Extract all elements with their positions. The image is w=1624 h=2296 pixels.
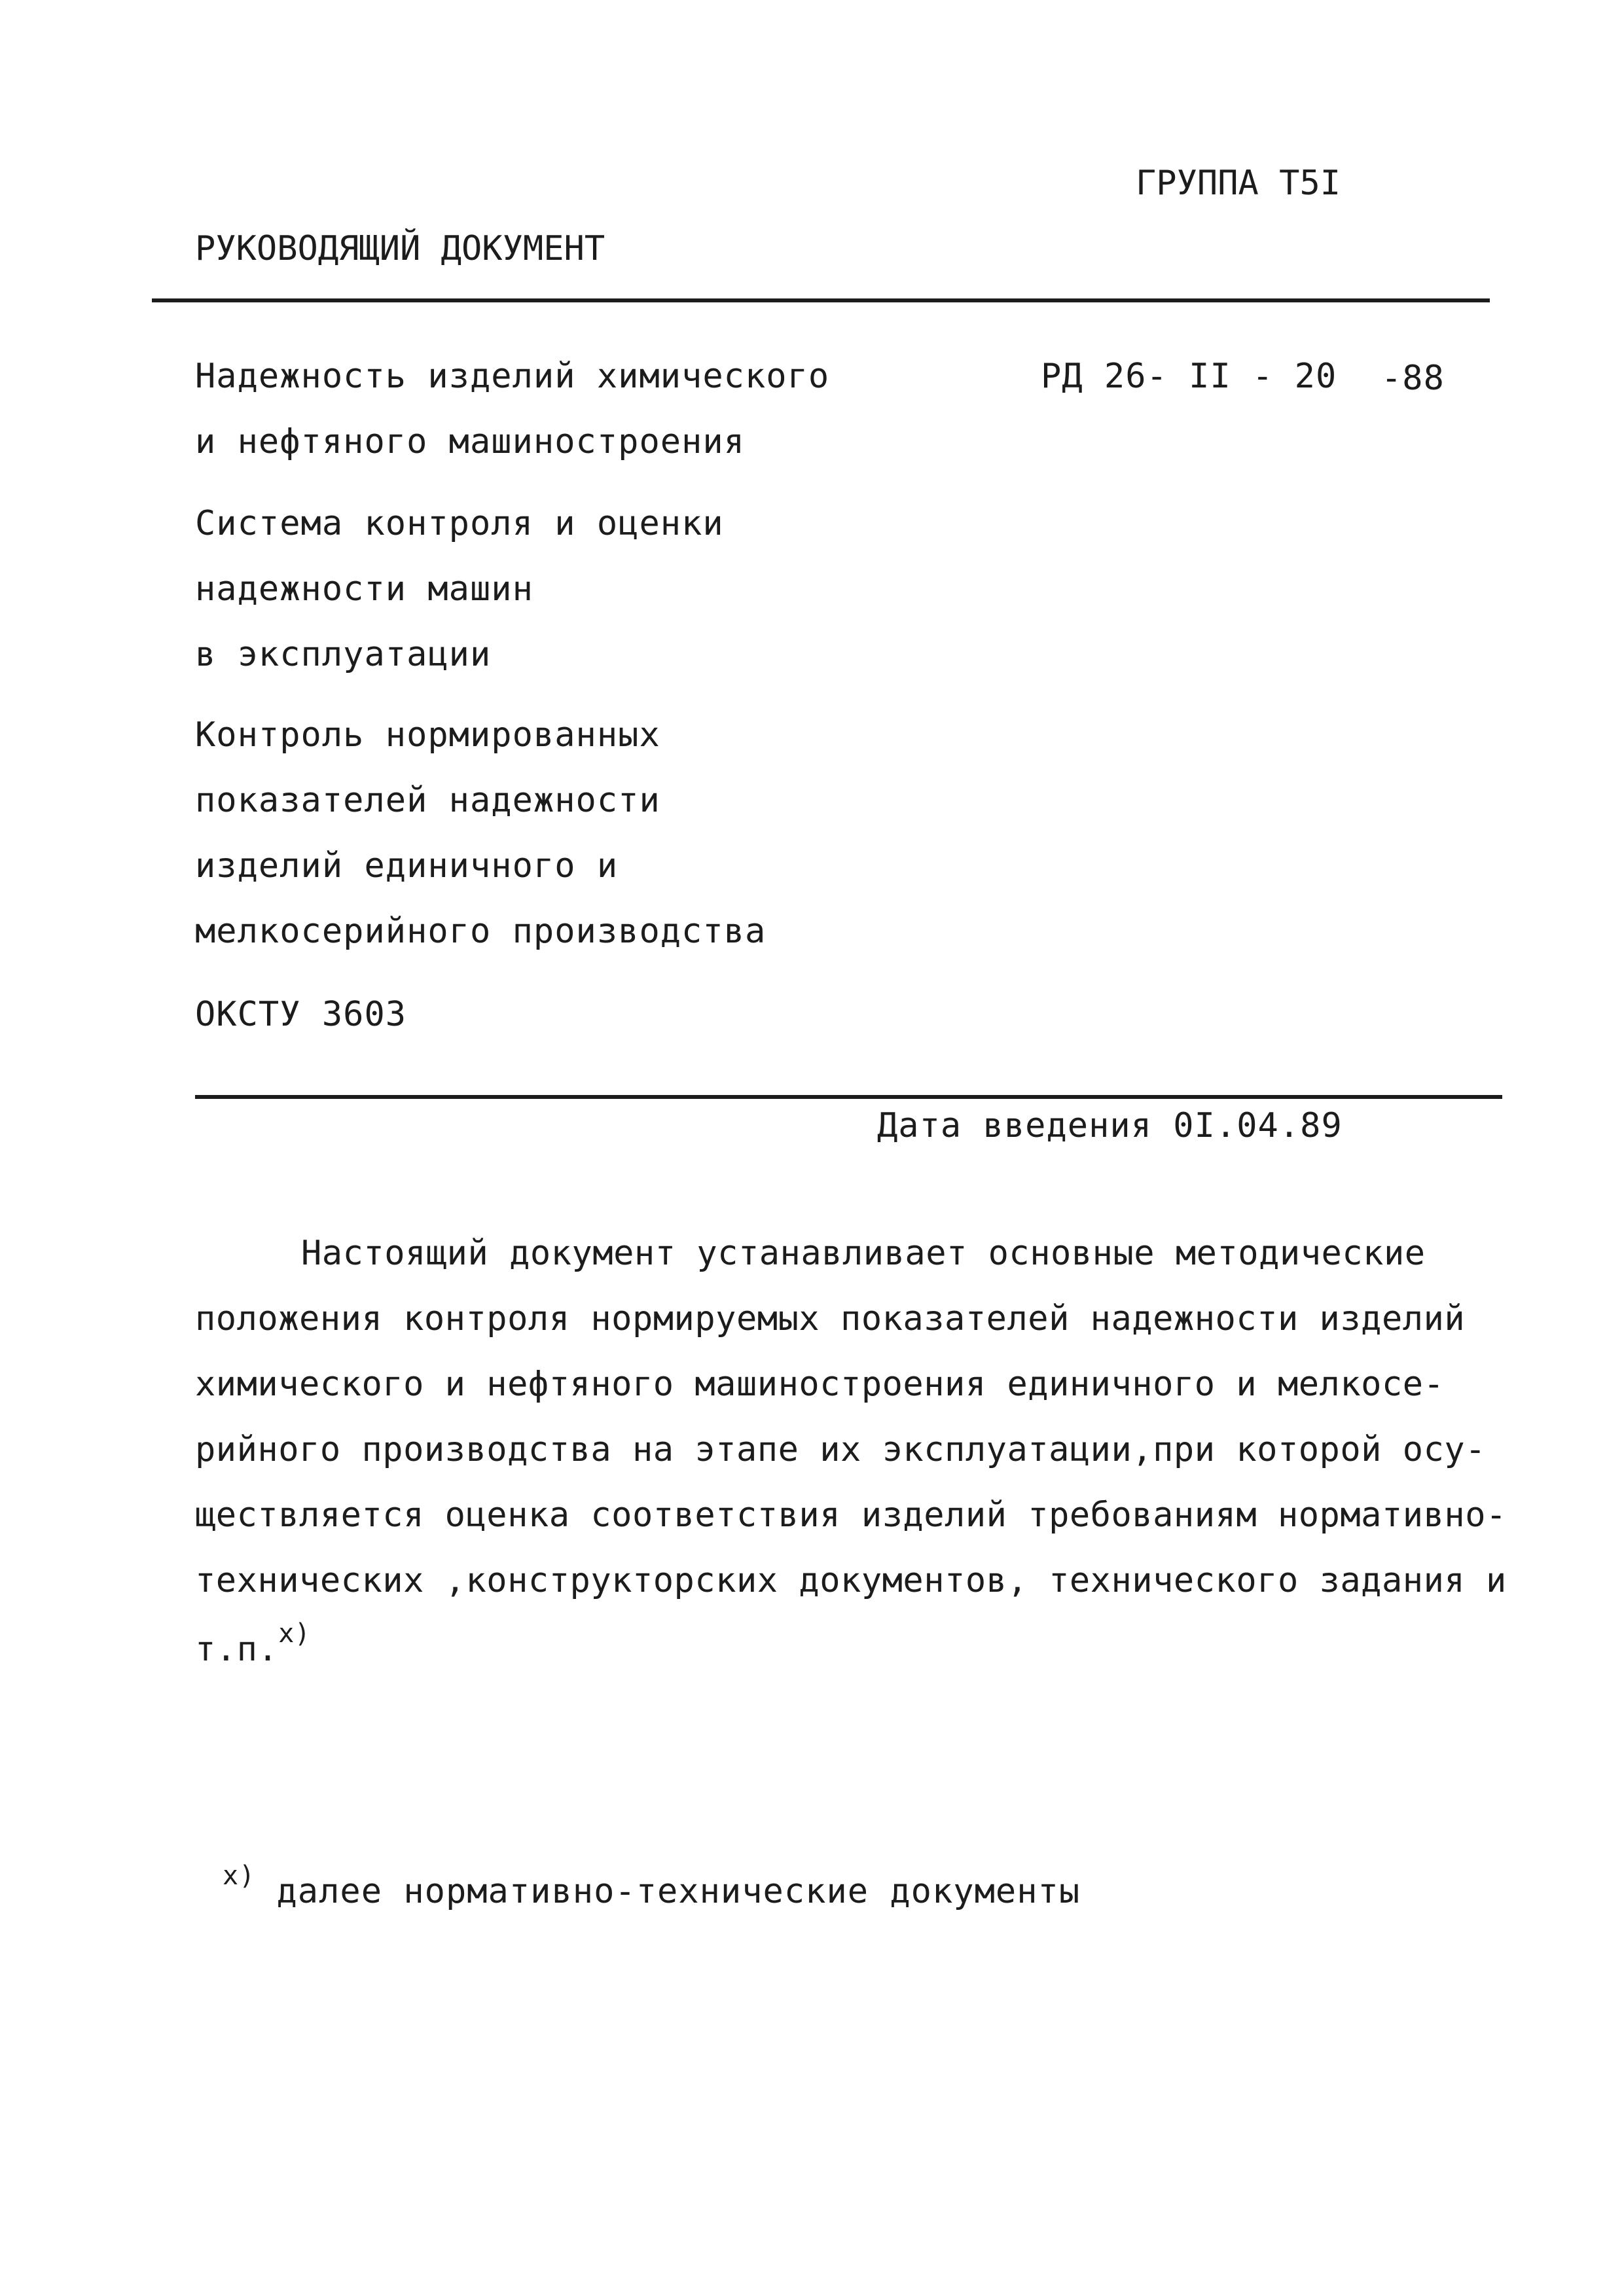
title-line: Контроль нормированных [195, 715, 660, 755]
title-line: надежности машин [195, 569, 533, 609]
document-designation: РД 26- II - 20 [1041, 357, 1337, 396]
footnote [223, 1861, 1081, 1911]
body-line-text: т.п. [195, 1630, 279, 1669]
document-kind: РУКОВОДЯЩИЙ ДОКУМЕНТ [195, 229, 605, 268]
middle-rule [195, 1095, 1502, 1099]
footnote-reference: x) [278, 1619, 311, 1649]
title-line: и нефтяного машиностроения [195, 422, 745, 461]
top-rule [152, 298, 1490, 302]
body-line: рийного производства на этапе их эксплуатации,при которой осу- [195, 1430, 1487, 1469]
title-line: Система контроля и оценки [195, 504, 724, 543]
footnote-text: далее нормативно-технические документы [276, 1872, 1081, 1911]
footnote-mark: x) [223, 1861, 256, 1891]
body-line: Настоящий документ устанавливает основные методические [301, 1234, 1426, 1273]
introduction-date: Дата введения 0I.04.89 [877, 1106, 1343, 1145]
document-designation-year: -88 [1381, 359, 1445, 398]
body-line-last [195, 1619, 311, 1669]
title-line: показателей надежности [195, 781, 660, 820]
body-line: ществляется оценка соответствия изделий требованиям нормативно- [195, 1496, 1507, 1535]
title-line: мелкосерийного производства [195, 912, 767, 951]
body-line: положения контроля нормируемых показателей надежности изделий [195, 1299, 1466, 1338]
body-line: технических ,конструкторских документов, технического задания и [195, 1561, 1507, 1600]
title-line: изделий единичного и [195, 846, 619, 886]
title-line: Надежность изделий химического [195, 357, 830, 396]
okstu-code: ОКСТУ 3603 [195, 995, 407, 1034]
group-code: ГРУППА Т5I [1136, 164, 1341, 203]
body-line: химического и нефтяного машиностроения единичного и мелкосе- [195, 1365, 1445, 1404]
title-line: в эксплуатации [195, 635, 492, 674]
